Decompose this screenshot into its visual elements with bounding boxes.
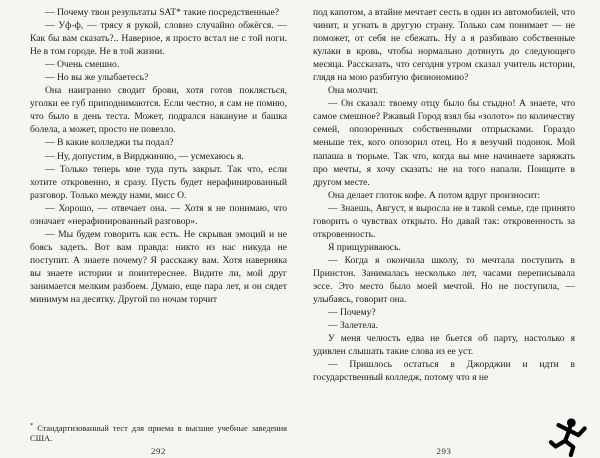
paragraph: — Очень смешно. [45, 59, 120, 71]
paragraph: под капотом, а втайне мечтает сесть в один из автомобилей, что чинит, и угнать в другую страну. Только сам понимает — не поможет, от себя не сбежать. Ну а я разбиваю собственные кулаки в кровь, чтобы нормально дотянуть до следующего месяца. Рассказать, что сегодня утром сказал учитель истории, глядя на мою разбитую физиономию? [313, 7, 575, 84]
paragraph: — Почему? [328, 307, 376, 319]
paragraph: — Уф-ф, — трясу я рукой, словно случайно обжёгся. — Как бы вам сказать?.. Наверное, я просто встал не с той ноги. Не в том городе. Не в той жизни. [30, 20, 287, 58]
paragraph: Она молчит. [328, 85, 379, 97]
footnote-text: Стандартизованный тест для приема в высшие учебные заведения США. [30, 423, 287, 444]
page-number-left: 292 [151, 446, 166, 456]
paragraph: Я прищуриваюсь. [328, 241, 401, 253]
dancer-silhouette-icon [549, 417, 587, 457]
paragraph: — Почему твои результаты SAT* такие посредственные? [45, 7, 280, 18]
paragraph: — Но вы же улыбаетесь? [45, 72, 149, 84]
paragraph: — Ну, допустим, в Вирджинию, — усмехаюсь я. [45, 150, 244, 162]
footnote [30, 424, 287, 445]
right-page [313, 0, 575, 458]
paragraph: Она делает глоток кофе. А потом вдруг произносит: [328, 189, 541, 201]
page-number-right: 293 [436, 446, 452, 456]
paragraph: — Он сказал: твоему отцу было бы стыдно! А знаете, что самое смешное? Ржавый Город взял бы «золото» по количеству семей, опозоренных собственными отпрысками. Гораздо меньше тех, кого опозорил отец. Но я везучий подонок. Мой папаша в тюрьме. Так что, когда вы мне начинаете заряжать про мечты, я хочу сказать: не на того напали. Поищите в другом месте. [313, 98, 575, 188]
paragraph: — Залетела. [328, 320, 379, 332]
footnote-marker: * [30, 422, 34, 430]
paragraph: — Когда я окончила школу, то мечтала поступить в Принстон. Занималась несколько лет, часами переписывала эссе. Это место было моей мечтой. Но не поступила, — улыбаясь, говорит она. [313, 254, 575, 306]
right-page-text [313, 0, 575, 384]
paragraph: — Хорошо, — отвечает она. — Хотя я не понимаю, что означает «нерафинированный разговор». [30, 202, 287, 227]
paragraph: — В какие колледжи ты подал? [45, 137, 174, 149]
paragraph: У меня челюсть едва не бьется об парту, настолько я удивлен слышать такие слова из ее уст. [313, 333, 575, 358]
left-page [30, 0, 287, 458]
paragraph: — Мы будем говорить как есть. Не скрывая эмоций и не боясь задеть. Вот вам правда: никто из нас никуда не поступит. А знаете почему? Я расскажу вам. Хотя наверняка вы знаете истории и поинтереснее. Видите ли, мой друг занимается мелким разбоем. Думаю, еще пара лет, и он сядет минимум на десятку. Другой по ночам торчит [30, 228, 287, 306]
paragraph: Она наигранно сводит брови, хотя готов поклясться, уголки ее губ приподнимаются. Если честно, я сам не помню, что было в день теста. Может, подрался накануне и башка болела, а может, просто не повезло. [30, 85, 287, 136]
paragraph: — Только теперь мне туда путь закрыт. Так что, если хотите откровенно, я сразу. Пусть будет нерафинированный разговор. Только между нами, мисс О. [30, 163, 287, 201]
paragraph: — Знаешь, Август, я выросла не в такой семье, где принято говорить о чувствах открыто. Но давай так: откровенность за откровенность. [313, 202, 575, 240]
left-page-text [30, 0, 287, 306]
paragraph: — Пришлось остаться в Джорджии и идти в государственный колледж, потому что я не [313, 359, 575, 384]
